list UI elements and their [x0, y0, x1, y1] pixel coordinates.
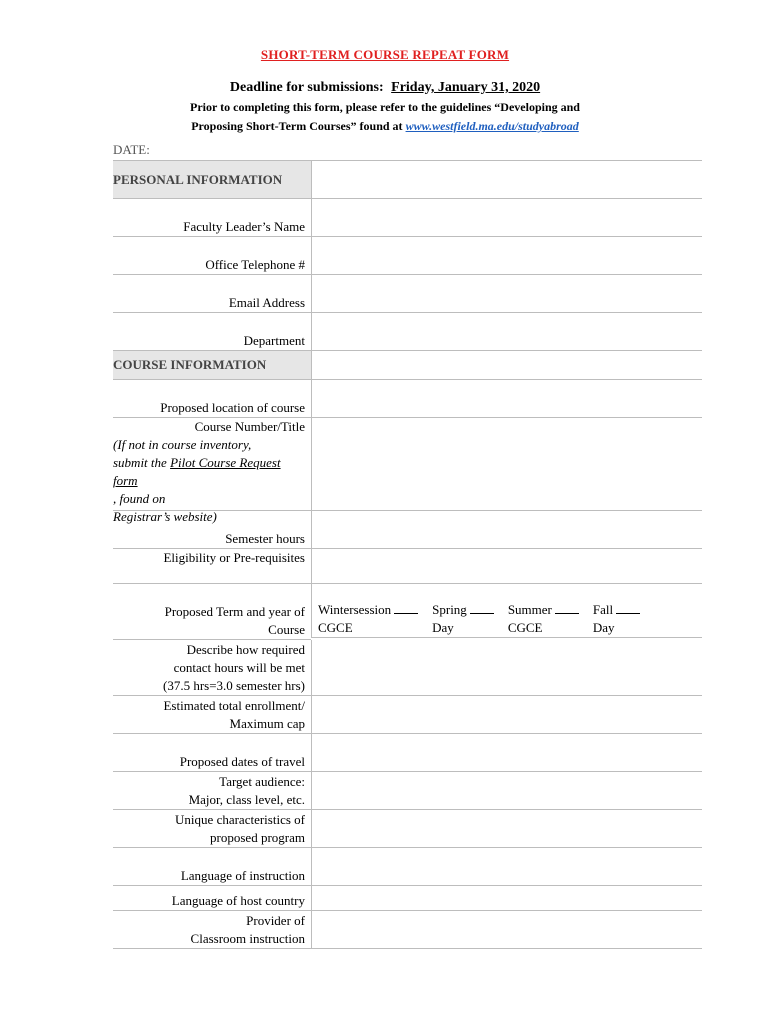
unique-characteristics-line-1: Unique characteristics of [175, 812, 305, 827]
provider-line-1: Provider of [246, 913, 305, 928]
date-label: DATE: [113, 140, 702, 161]
language-instruction-label: Language of instruction [113, 848, 311, 886]
guidelines-line-1: Prior to completing this form, please refer to the guidelines “Developing and [190, 100, 580, 114]
course-info-heading: COURSE INFORMATION [113, 351, 311, 380]
contact-hours-line-2: contact hours will be met [173, 660, 305, 675]
office-phone-field[interactable] [311, 237, 702, 275]
enrollment-line-2: Maximum cap [229, 716, 305, 731]
term-wintersession-sub: CGCE [318, 620, 353, 635]
contact-hours-line-1: Describe how required [186, 642, 305, 657]
proposed-term-line-2: Course [268, 622, 305, 637]
email-field[interactable] [311, 275, 702, 313]
course-note-line-3 [113, 490, 305, 508]
department-field[interactable] [311, 313, 702, 351]
contact-hours-line-3: (37.5 hrs=3.0 semester hrs) [163, 678, 305, 693]
term-summer[interactable] [508, 601, 579, 637]
provider-label [113, 911, 311, 949]
provider-line-2: Classroom instruction [190, 931, 305, 946]
personal-info-heading: PERSONAL INFORMATION [113, 161, 311, 199]
course-number-label [113, 418, 311, 524]
office-phone-label: Office Telephone # [113, 237, 311, 275]
term-wintersession-blank[interactable] [394, 613, 418, 614]
deadline-label: Deadline for submissions: [229, 80, 384, 95]
language-instruction-field[interactable] [311, 848, 702, 886]
language-host-field[interactable] [311, 886, 702, 911]
term-spring-sub: Day [432, 620, 454, 635]
term-fall[interactable] [593, 601, 640, 637]
proposed-term-line-1: Proposed Term and year of [164, 604, 305, 619]
eligibility-field[interactable] [311, 549, 702, 584]
term-options [311, 584, 702, 638]
semester-hours-field[interactable] [311, 511, 702, 549]
guidelines-text [0, 98, 770, 136]
course-note-submit: submit the [113, 455, 167, 470]
target-audience-line-2: Major, class level, etc. [188, 792, 305, 807]
course-note-found: , found on [113, 491, 166, 506]
email-label: Email Address [113, 275, 311, 313]
enrollment-line-1: Estimated total enrollment/ [163, 698, 305, 713]
guidelines-line-2 [0, 117, 770, 136]
guidelines-line-2-text: Proposing Short-Term Courses” found at [191, 119, 403, 133]
term-spring-name: Spring [432, 602, 467, 617]
deadline [0, 80, 770, 96]
faculty-name-label: Faculty Leader’s Name [113, 199, 311, 237]
proposed-location-label: Proposed location of course [113, 380, 311, 418]
term-fall-name: Fall [592, 602, 614, 617]
travel-dates-label: Proposed dates of travel [113, 734, 311, 772]
department-label: Department [113, 313, 311, 351]
eligibility-label: Eligibility or Pre-requisites [113, 549, 311, 584]
term-summer-sub: CGCE [507, 620, 543, 635]
term-wintersession[interactable] [318, 601, 418, 637]
form-table [113, 140, 702, 949]
target-audience-line-1: Target audience: [219, 774, 305, 789]
proposed-location-field[interactable] [311, 380, 702, 418]
proposed-term-label [113, 584, 311, 640]
contact-hours-label [113, 640, 311, 696]
term-summer-blank[interactable] [555, 613, 579, 614]
personal-info-heading-cell [311, 161, 702, 199]
term-spring-blank[interactable] [470, 613, 494, 614]
faculty-name-field[interactable] [311, 199, 702, 237]
enrollment-label [113, 696, 311, 734]
course-note-line-1: (If not in course inventory, [113, 437, 252, 452]
term-fall-sub: Day [592, 620, 615, 635]
semester-hours-label: Semester hours [113, 511, 311, 549]
form-title: SHORT-TERM COURSE REPEAT FORM [260, 47, 510, 62]
study-abroad-link[interactable]: www.westfield.ma.edu/studyabroad [405, 119, 579, 133]
deadline-date: Friday, January 31, 2020 [391, 80, 541, 95]
language-host-label: Language of host country [113, 886, 311, 911]
term-wintersession-name: Wintersession [318, 602, 392, 617]
contact-hours-field[interactable] [311, 640, 702, 696]
unique-characteristics-label [113, 810, 311, 848]
pilot-course-link[interactable]: Pilot Course Request form [113, 455, 281, 488]
travel-dates-field[interactable] [311, 734, 702, 772]
course-number-field[interactable] [311, 418, 702, 511]
course-info-heading-cell [311, 351, 702, 380]
provider-field[interactable] [311, 911, 702, 949]
term-summer-name: Summer [507, 602, 552, 617]
term-fall-blank[interactable] [616, 613, 640, 614]
term-spring[interactable] [432, 601, 494, 637]
unique-characteristics-line-2: proposed program [210, 830, 305, 845]
course-note-line-2 [113, 454, 305, 490]
target-audience-field[interactable] [311, 772, 702, 810]
enrollment-field[interactable] [311, 696, 702, 734]
course-number-title: Course Number/Title [194, 419, 305, 434]
unique-characteristics-field[interactable] [311, 810, 702, 848]
target-audience-label [113, 772, 311, 810]
course-note-line-4: Registrar’s website) [113, 509, 217, 524]
